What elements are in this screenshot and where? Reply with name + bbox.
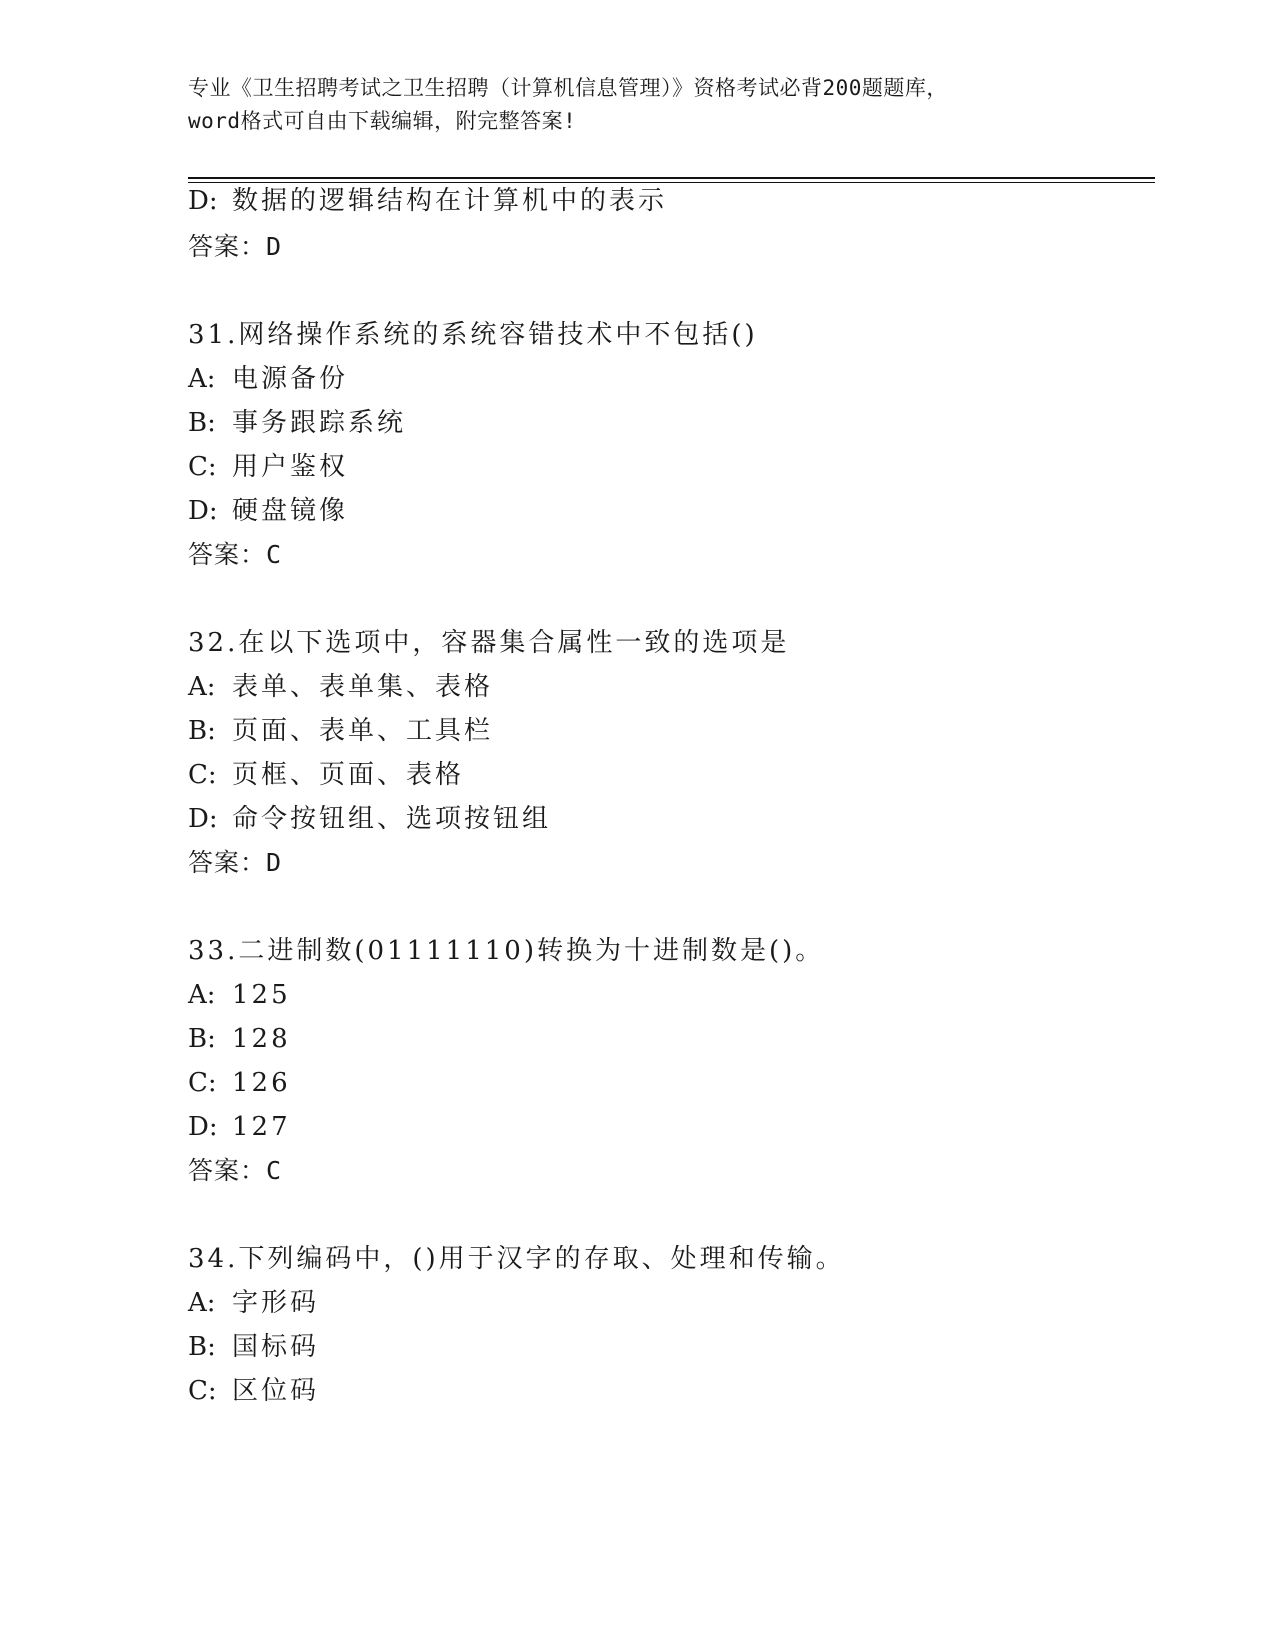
question-31-option-d (188, 494, 348, 528)
document-header (188, 72, 1088, 138)
option-text: 页面、表单、工具栏 (232, 716, 494, 746)
option-key: A: (188, 364, 216, 394)
question-31-option-a (188, 362, 348, 396)
question-31-answer: 答案：C (188, 540, 283, 569)
question-34-option-c (188, 1374, 319, 1408)
question-32-option-d (188, 802, 551, 836)
prev-option-d (188, 184, 667, 218)
option-key: B: (188, 716, 216, 746)
option-text: 126 (232, 1068, 291, 1098)
question-32-option-c (188, 758, 464, 792)
question-34-option-b (188, 1330, 319, 1364)
option-key: D: (188, 496, 218, 526)
header-divider-thick (188, 177, 1155, 179)
header-title-line-2: word格式可自由下载编辑，附完整答案! (188, 109, 577, 133)
header-title-line-1: 专业《卫生招聘考试之卫生招聘（计算机信息管理）》资格考试必背200题题库， (188, 76, 948, 100)
option-key: B: (188, 408, 216, 438)
option-text: 128 (232, 1024, 291, 1054)
option-key: D: (188, 186, 218, 216)
option-key: B: (188, 1332, 216, 1362)
option-key: C: (188, 1376, 217, 1406)
option-text: 页框、页面、表格 (232, 760, 465, 790)
question-33-answer: 答案：C (188, 1156, 283, 1185)
question-33-stem: 33.二进制数(01111110)转换为十进制数是()。 (188, 936, 825, 966)
option-key: A: (188, 1288, 216, 1318)
question-34-option-a (188, 1286, 319, 1320)
question-33-option-d (188, 1110, 291, 1144)
option-text: 区位码 (232, 1376, 320, 1406)
question-31-stem: 31.网络操作系统的系统容错技术中不包括() (188, 320, 758, 350)
question-34-stem: 34.下列编码中，()用于汉字的存取、处理和传输。 (188, 1244, 845, 1274)
option-text: 事务跟踪系统 (232, 408, 407, 438)
option-key: D: (188, 804, 218, 834)
option-key: C: (188, 1068, 217, 1098)
option-key: C: (188, 452, 217, 482)
question-31-option-c (188, 450, 348, 484)
option-key: D: (188, 1112, 218, 1142)
question-33-option-a (188, 978, 291, 1012)
question-32-stem: 32.在以下选项中，容器集合属性一致的选项是 (188, 628, 790, 658)
option-text: 125 (232, 980, 291, 1010)
option-text: 用户鉴权 (232, 452, 349, 482)
question-31-option-b (188, 406, 406, 440)
option-key: B: (188, 1024, 216, 1054)
option-text: 命令按钮组、选项按钮组 (232, 804, 552, 834)
question-32-option-a (188, 670, 493, 704)
prev-answer: 答案：D (188, 232, 283, 261)
option-text: 表单、表单集、表格 (232, 672, 494, 702)
option-key: A: (188, 980, 216, 1010)
option-text: 字形码 (232, 1288, 320, 1318)
option-key: C: (188, 760, 217, 790)
option-text: 127 (232, 1112, 291, 1142)
question-33-option-b (188, 1022, 291, 1056)
option-text: 数据的逻辑结构在计算机中的表示 (232, 186, 668, 216)
header-divider-thin (188, 182, 1155, 183)
question-32-option-b (188, 714, 493, 748)
question-33-option-c (188, 1066, 291, 1100)
option-text: 电源备份 (232, 364, 349, 394)
option-key: A: (188, 672, 216, 702)
option-text: 硬盘镜像 (232, 496, 349, 526)
question-32-answer: 答案：D (188, 848, 283, 877)
option-text: 国标码 (232, 1332, 320, 1362)
